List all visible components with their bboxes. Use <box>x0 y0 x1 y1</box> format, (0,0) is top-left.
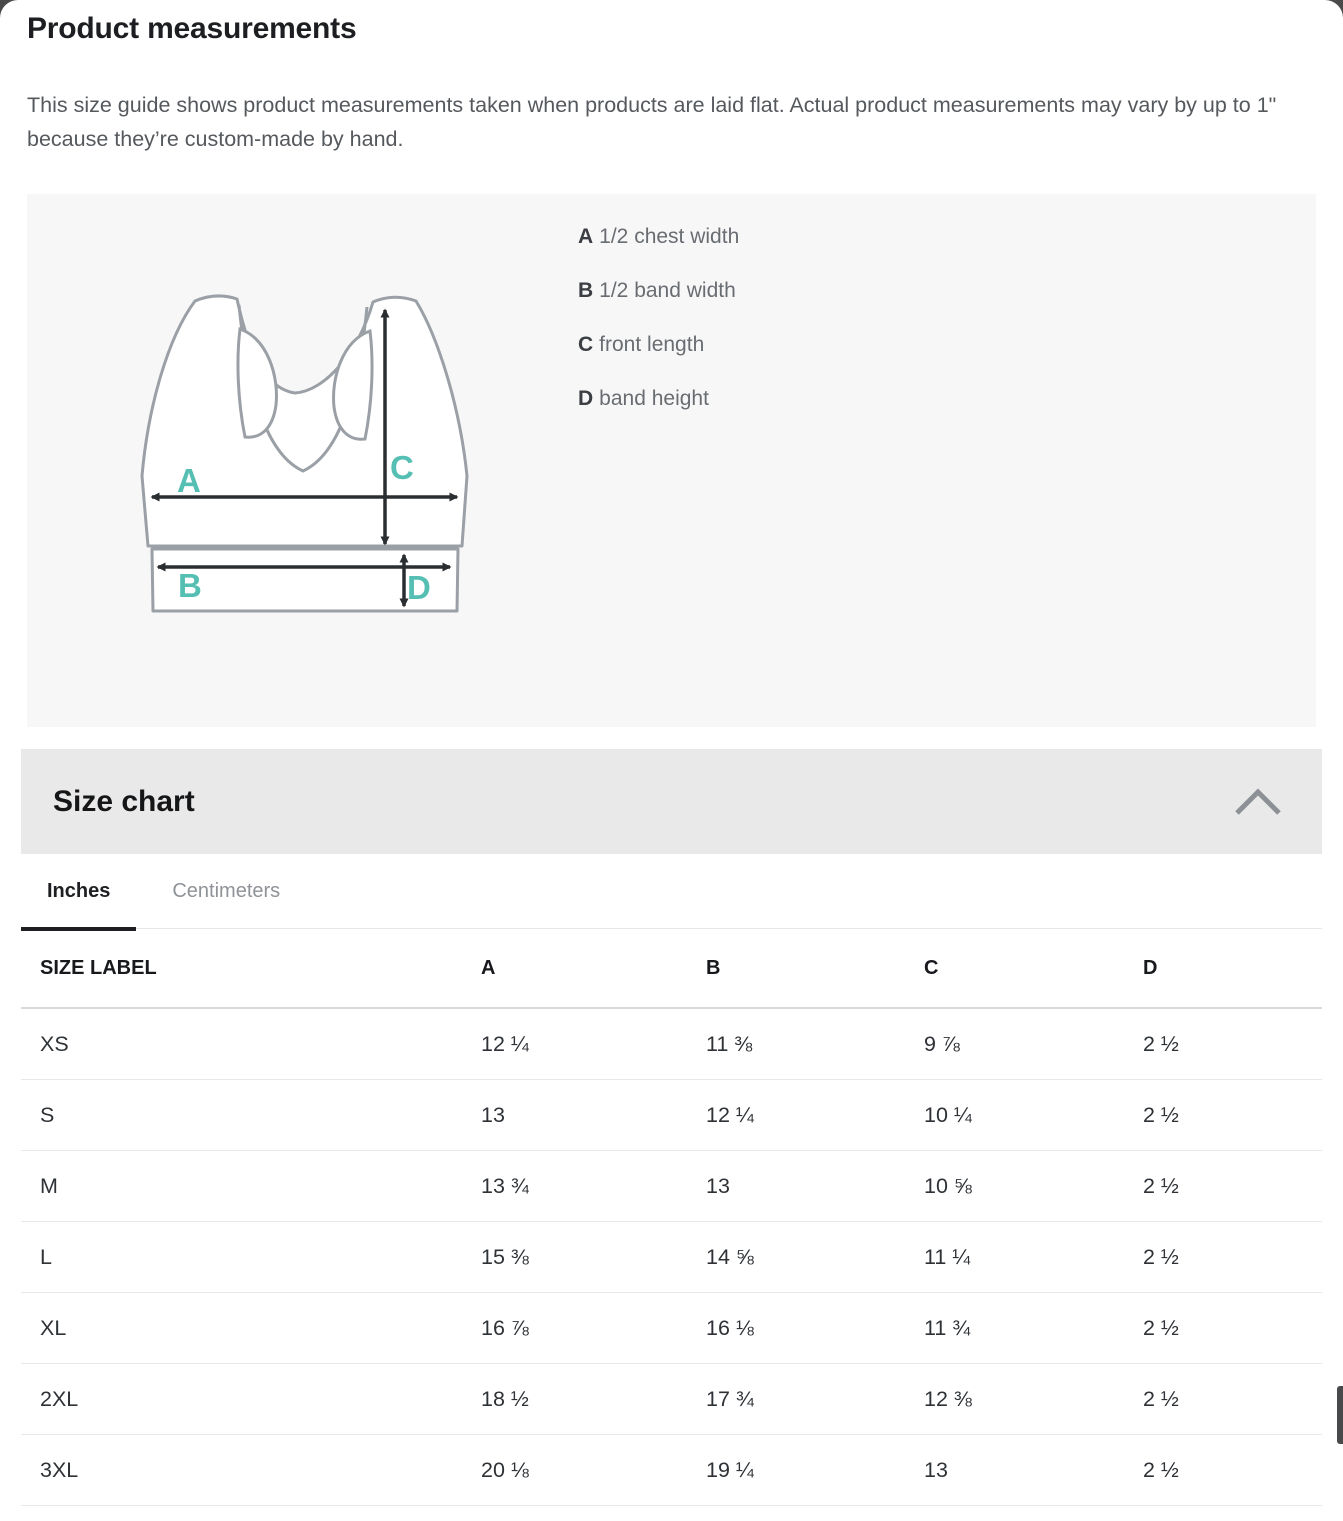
unit-tabs <box>21 854 1322 929</box>
diagram-letter-c: C <box>390 449 414 486</box>
table-row-l <box>21 1222 1322 1293</box>
table-header-row <box>21 929 1322 1009</box>
cell-c: 10 ⅝ <box>924 1173 972 1198</box>
table-row-m <box>21 1151 1322 1222</box>
cell-a: 15 ⅜ <box>481 1244 529 1269</box>
legend-key-c: C <box>578 333 594 356</box>
cell-b: 17 ¾ <box>706 1386 754 1411</box>
cell-a: 16 ⅞ <box>481 1315 529 1340</box>
tab-inches[interactable]: Inches <box>21 854 136 929</box>
legend-label-c: front length <box>599 333 705 356</box>
legend-item-d <box>578 388 739 409</box>
legend-key-d: D <box>578 387 594 410</box>
cell-a: 12 ¼ <box>481 1031 529 1056</box>
cell-size: L <box>40 1244 52 1269</box>
cell-size: M <box>40 1173 58 1198</box>
table-row-2xl <box>21 1364 1322 1435</box>
legend-item-a <box>578 226 739 247</box>
table-row-xl <box>21 1293 1322 1364</box>
scrollbar-thumb[interactable] <box>1337 1386 1343 1444</box>
cell-size: 2XL <box>40 1386 79 1411</box>
legend-item-b <box>578 280 739 301</box>
col-b: B <box>706 956 721 979</box>
bra-measurement-diagram <box>130 287 480 627</box>
col-size-label: SIZE LABEL <box>40 956 157 979</box>
table-row-3xl <box>21 1435 1322 1506</box>
cell-b: 16 ⅛ <box>706 1315 754 1340</box>
cell-d: 2 ½ <box>1143 1102 1179 1127</box>
cell-c: 11 ¼ <box>924 1244 971 1269</box>
cell-b: 12 ¼ <box>706 1102 754 1127</box>
cell-a: 13 <box>481 1102 505 1127</box>
bra-right-armhole <box>334 331 373 439</box>
col-c: C <box>924 956 939 979</box>
diagram-letter-d: D <box>407 569 431 606</box>
page-description: This size guide shows product measurements taken when products are laid flat. Actual product measurements may vary by up to 1" because they’re custom-made by hand. <box>27 93 1277 151</box>
cell-a: 20 ⅛ <box>481 1457 529 1482</box>
cell-c: 13 <box>924 1457 948 1482</box>
cell-b: 19 ¼ <box>706 1457 754 1482</box>
cell-size: 3XL <box>40 1457 79 1482</box>
legend-item-c <box>578 334 739 355</box>
size-chart-title: Size chart <box>53 784 195 818</box>
cell-c: 9 ⅞ <box>924 1031 960 1056</box>
size-table <box>21 929 1322 1506</box>
cell-b: 14 ⅝ <box>706 1244 754 1269</box>
cell-d: 2 ½ <box>1143 1244 1179 1269</box>
size-chart-collapse-header[interactable] <box>21 749 1322 854</box>
legend-key-a: A <box>578 225 594 248</box>
diagram-letter-a: A <box>177 462 201 499</box>
cell-c: 10 ¼ <box>924 1102 972 1127</box>
cell-b: 11 ⅜ <box>706 1031 753 1056</box>
legend-label-d: band height <box>599 387 709 410</box>
legend-key-b: B <box>578 279 594 302</box>
cell-b: 13 <box>706 1173 730 1198</box>
cell-d: 2 ½ <box>1143 1386 1179 1411</box>
table-row-xs <box>21 1009 1322 1080</box>
chevron-up-icon[interactable] <box>1234 787 1282 817</box>
diagram-letter-b: B <box>178 567 202 604</box>
cell-c: 12 ⅜ <box>924 1386 972 1411</box>
measurement-diagram-panel <box>27 194 1316 727</box>
bra-body-outline <box>142 296 467 546</box>
col-a: A <box>481 956 496 979</box>
cell-d: 2 ½ <box>1143 1173 1179 1198</box>
table-row-s <box>21 1080 1322 1151</box>
cell-c: 11 ¾ <box>924 1315 971 1340</box>
col-d: D <box>1143 956 1158 979</box>
cell-size: S <box>40 1102 55 1127</box>
cell-size: XL <box>40 1315 67 1340</box>
cell-size: XS <box>40 1031 69 1056</box>
legend-label-a: 1/2 chest width <box>599 225 740 248</box>
page-title: Product measurements <box>27 12 357 45</box>
measurement-legend <box>578 226 739 442</box>
cell-a: 13 ¾ <box>481 1173 529 1198</box>
cell-d: 2 ½ <box>1143 1315 1179 1340</box>
legend-label-b: 1/2 band width <box>599 279 736 302</box>
tab-centimeters[interactable]: Centimeters <box>172 879 281 902</box>
bra-left-armhole <box>238 329 277 437</box>
cell-d: 2 ½ <box>1143 1031 1179 1056</box>
cell-d: 2 ½ <box>1143 1457 1179 1482</box>
cell-a: 18 ½ <box>481 1386 529 1411</box>
